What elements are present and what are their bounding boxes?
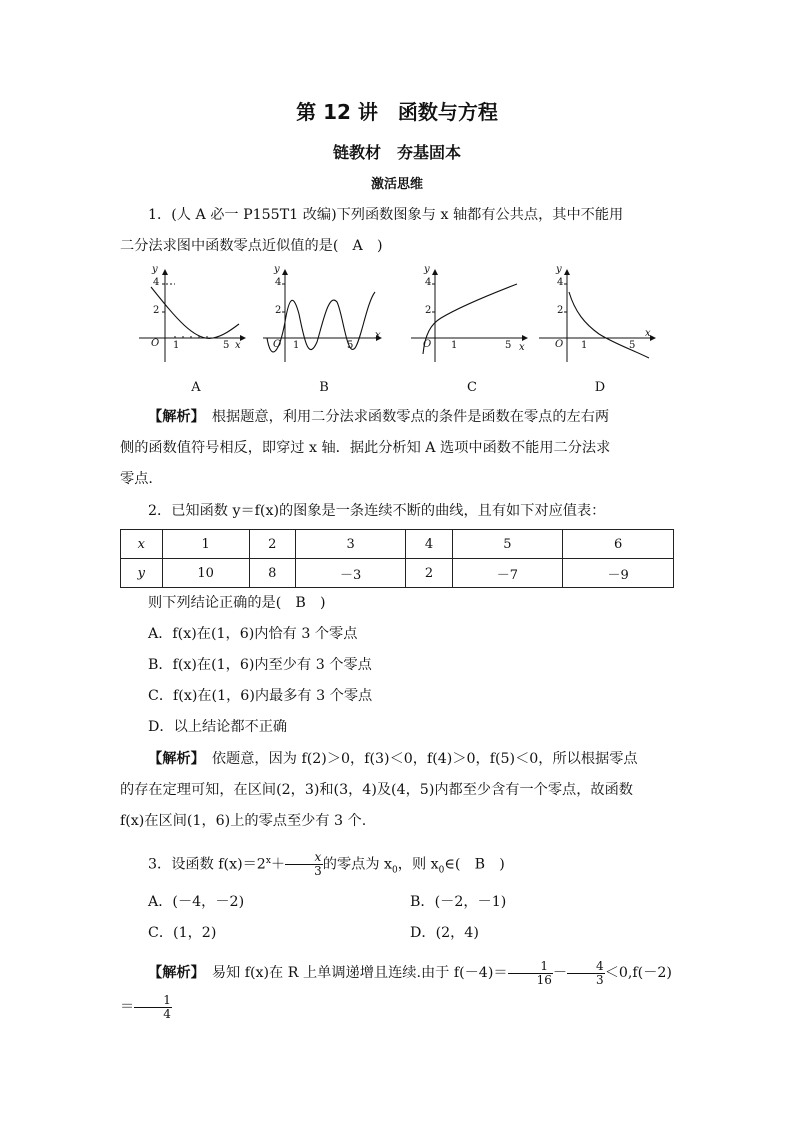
q3-option-c: C．(1，2) (148, 925, 217, 941)
q2-option-c: C．f(x)在(1，6)内最多有 3 个零点 (148, 688, 373, 704)
graph-a (135, 262, 257, 402)
analysis-tag: 【解析】 (148, 965, 198, 981)
q2-option-a: A．f(x)在(1，6)内恰有 3 个零点 (148, 626, 358, 642)
graph-b-label: B (319, 380, 329, 395)
fraction: $\frac{1}{4}$ (134, 994, 172, 1021)
graph-c (411, 262, 533, 402)
y-tick-4: 4 (425, 277, 432, 288)
table-cell: 10 (162, 559, 249, 588)
q2-question: 则下列结论正确的是( B ) (148, 595, 326, 611)
table-cell: 3 (295, 530, 406, 559)
graph-a-label: A (191, 380, 201, 395)
table-cell: y (121, 559, 163, 588)
q2-analysis-line2: 的存在定理可知，在区间(2，3)和(3，4)及(4，5)内都至少含有一个零点，故函数 (120, 782, 633, 798)
graph-d-label: D (594, 380, 606, 395)
x-tick-1: 1 (293, 340, 300, 351)
table-cell: 4 (406, 530, 452, 559)
q2-analysis-line3: f(x)在区间(1，6)上的零点至少有 3 个. (120, 813, 367, 829)
q1-analysis-line3: 零点. (120, 471, 153, 487)
x-tick-5: 5 (629, 340, 636, 351)
q1-graphs (135, 262, 665, 402)
x-tick-5: 5 (347, 340, 354, 351)
graph-b (263, 262, 385, 402)
graph-c-label: C (467, 380, 477, 395)
q3-stem: 3．设函数 $f(x)=2^x+$ $\frac{x}{3}$ 的零点为 $x_0$，则 $x_0\in$( B ) (148, 850, 505, 879)
x-axis-label: x (375, 330, 381, 341)
q3-option-b: B．(－2，－1) (410, 894, 507, 910)
table-row-y (121, 559, 674, 588)
table-cell: －9 (563, 559, 674, 588)
fraction: $\frac{x}{3}$ (285, 851, 323, 878)
q3-option-a: A．(－4，－2) (148, 894, 245, 910)
x-axis-label: x (645, 328, 651, 339)
q2-stem: 2．已知函数 y＝f(x)的图象是一条连续不断的曲线，且有如下对应值表： (148, 503, 606, 519)
q2-option-b: B．f(x)在(1，6)内至少有 3 个零点 (148, 657, 372, 673)
x-axis-label: x (235, 340, 241, 351)
table-cell: x (121, 530, 163, 559)
y-axis-label: y (274, 264, 280, 275)
fraction: $\frac{4}{3}$ (567, 960, 605, 987)
y-tick-4: 4 (557, 277, 564, 288)
q2-option-d: D．以上结论都不正确 (148, 719, 288, 735)
y-axis-label: y (424, 264, 430, 275)
table-cell: －3 (295, 559, 406, 588)
y-tick-4: 4 (275, 277, 282, 288)
origin-label: O (151, 338, 160, 349)
origin-label: O (555, 339, 564, 350)
q3-analysis-line1: 【解析】 易知 f(x)在 R 上单调递增且连续.由于 f(－4)＝ $\frac{1}{16}$ － $\frac{4}{3}$ ＜0,f(－2)＝ $\frac{1}{4}$ (120, 958, 672, 1021)
table-cell: 6 (563, 530, 674, 559)
y-tick-2: 2 (153, 305, 160, 316)
x-tick-1: 1 (451, 340, 458, 351)
lecture-title: 第 12 讲 函数与方程 (296, 100, 498, 124)
table-row-x (121, 530, 674, 559)
q1-analysis-line2: 侧的函数值符号相反，即穿过 x 轴．据此分析知 A 选项中函数不能用二分法求 (120, 440, 611, 456)
value-table (120, 529, 674, 588)
analysis-tag: 【解析】 (148, 751, 198, 767)
y-axis-label: y (556, 264, 562, 275)
fraction: $\frac{1}{16}$ (508, 960, 553, 987)
x-tick-1: 1 (173, 340, 180, 351)
q3-option-d: D．(2，4) (410, 925, 479, 941)
q1-stem-line1: 1．(人 A 必一 P155T1 改编)下列函数图象与 x 轴都有公共点，其中不能用 (148, 207, 624, 223)
section-subtitle: 链教材 夯基固本 (332, 143, 461, 162)
origin-label: O (273, 339, 282, 350)
y-axis-label: y (152, 264, 158, 275)
y-tick-2: 2 (557, 305, 564, 316)
y-tick-2: 2 (275, 305, 282, 316)
y-tick-2: 2 (425, 305, 432, 316)
q1-stem-line2: 二分法求图中函数零点近似值的是( A ) (120, 238, 383, 254)
analysis-tag: 【解析】 (148, 409, 198, 425)
curve (151, 287, 239, 338)
table-cell: 2 (249, 530, 295, 559)
x-axis-label: x (519, 342, 525, 353)
q1-analysis-line1: 【解析】 根据题意，利用二分法求函数零点的条件是函数在零点的左右两 (148, 409, 610, 425)
table-cell: 5 (452, 530, 563, 559)
table-cell: 8 (249, 559, 295, 588)
origin-label: O (423, 339, 432, 350)
table-cell: －7 (452, 559, 563, 588)
curve (267, 292, 375, 352)
x-tick-5: 5 (505, 340, 512, 351)
x-tick-5: 5 (223, 340, 230, 351)
x-tick-1: 1 (581, 340, 588, 351)
graph-d (539, 262, 661, 402)
section-heading: 激活思维 (370, 177, 423, 192)
table-cell: 1 (162, 530, 249, 559)
q2-analysis-line1: 【解析】 依题意，因为 f(2)＞0，f(3)＜0，f(4)＞0，f(5)＜0，所以根据零点 (148, 751, 638, 767)
curve (423, 284, 517, 354)
table-cell: 2 (406, 559, 452, 588)
y-tick-4: 4 (153, 277, 160, 288)
